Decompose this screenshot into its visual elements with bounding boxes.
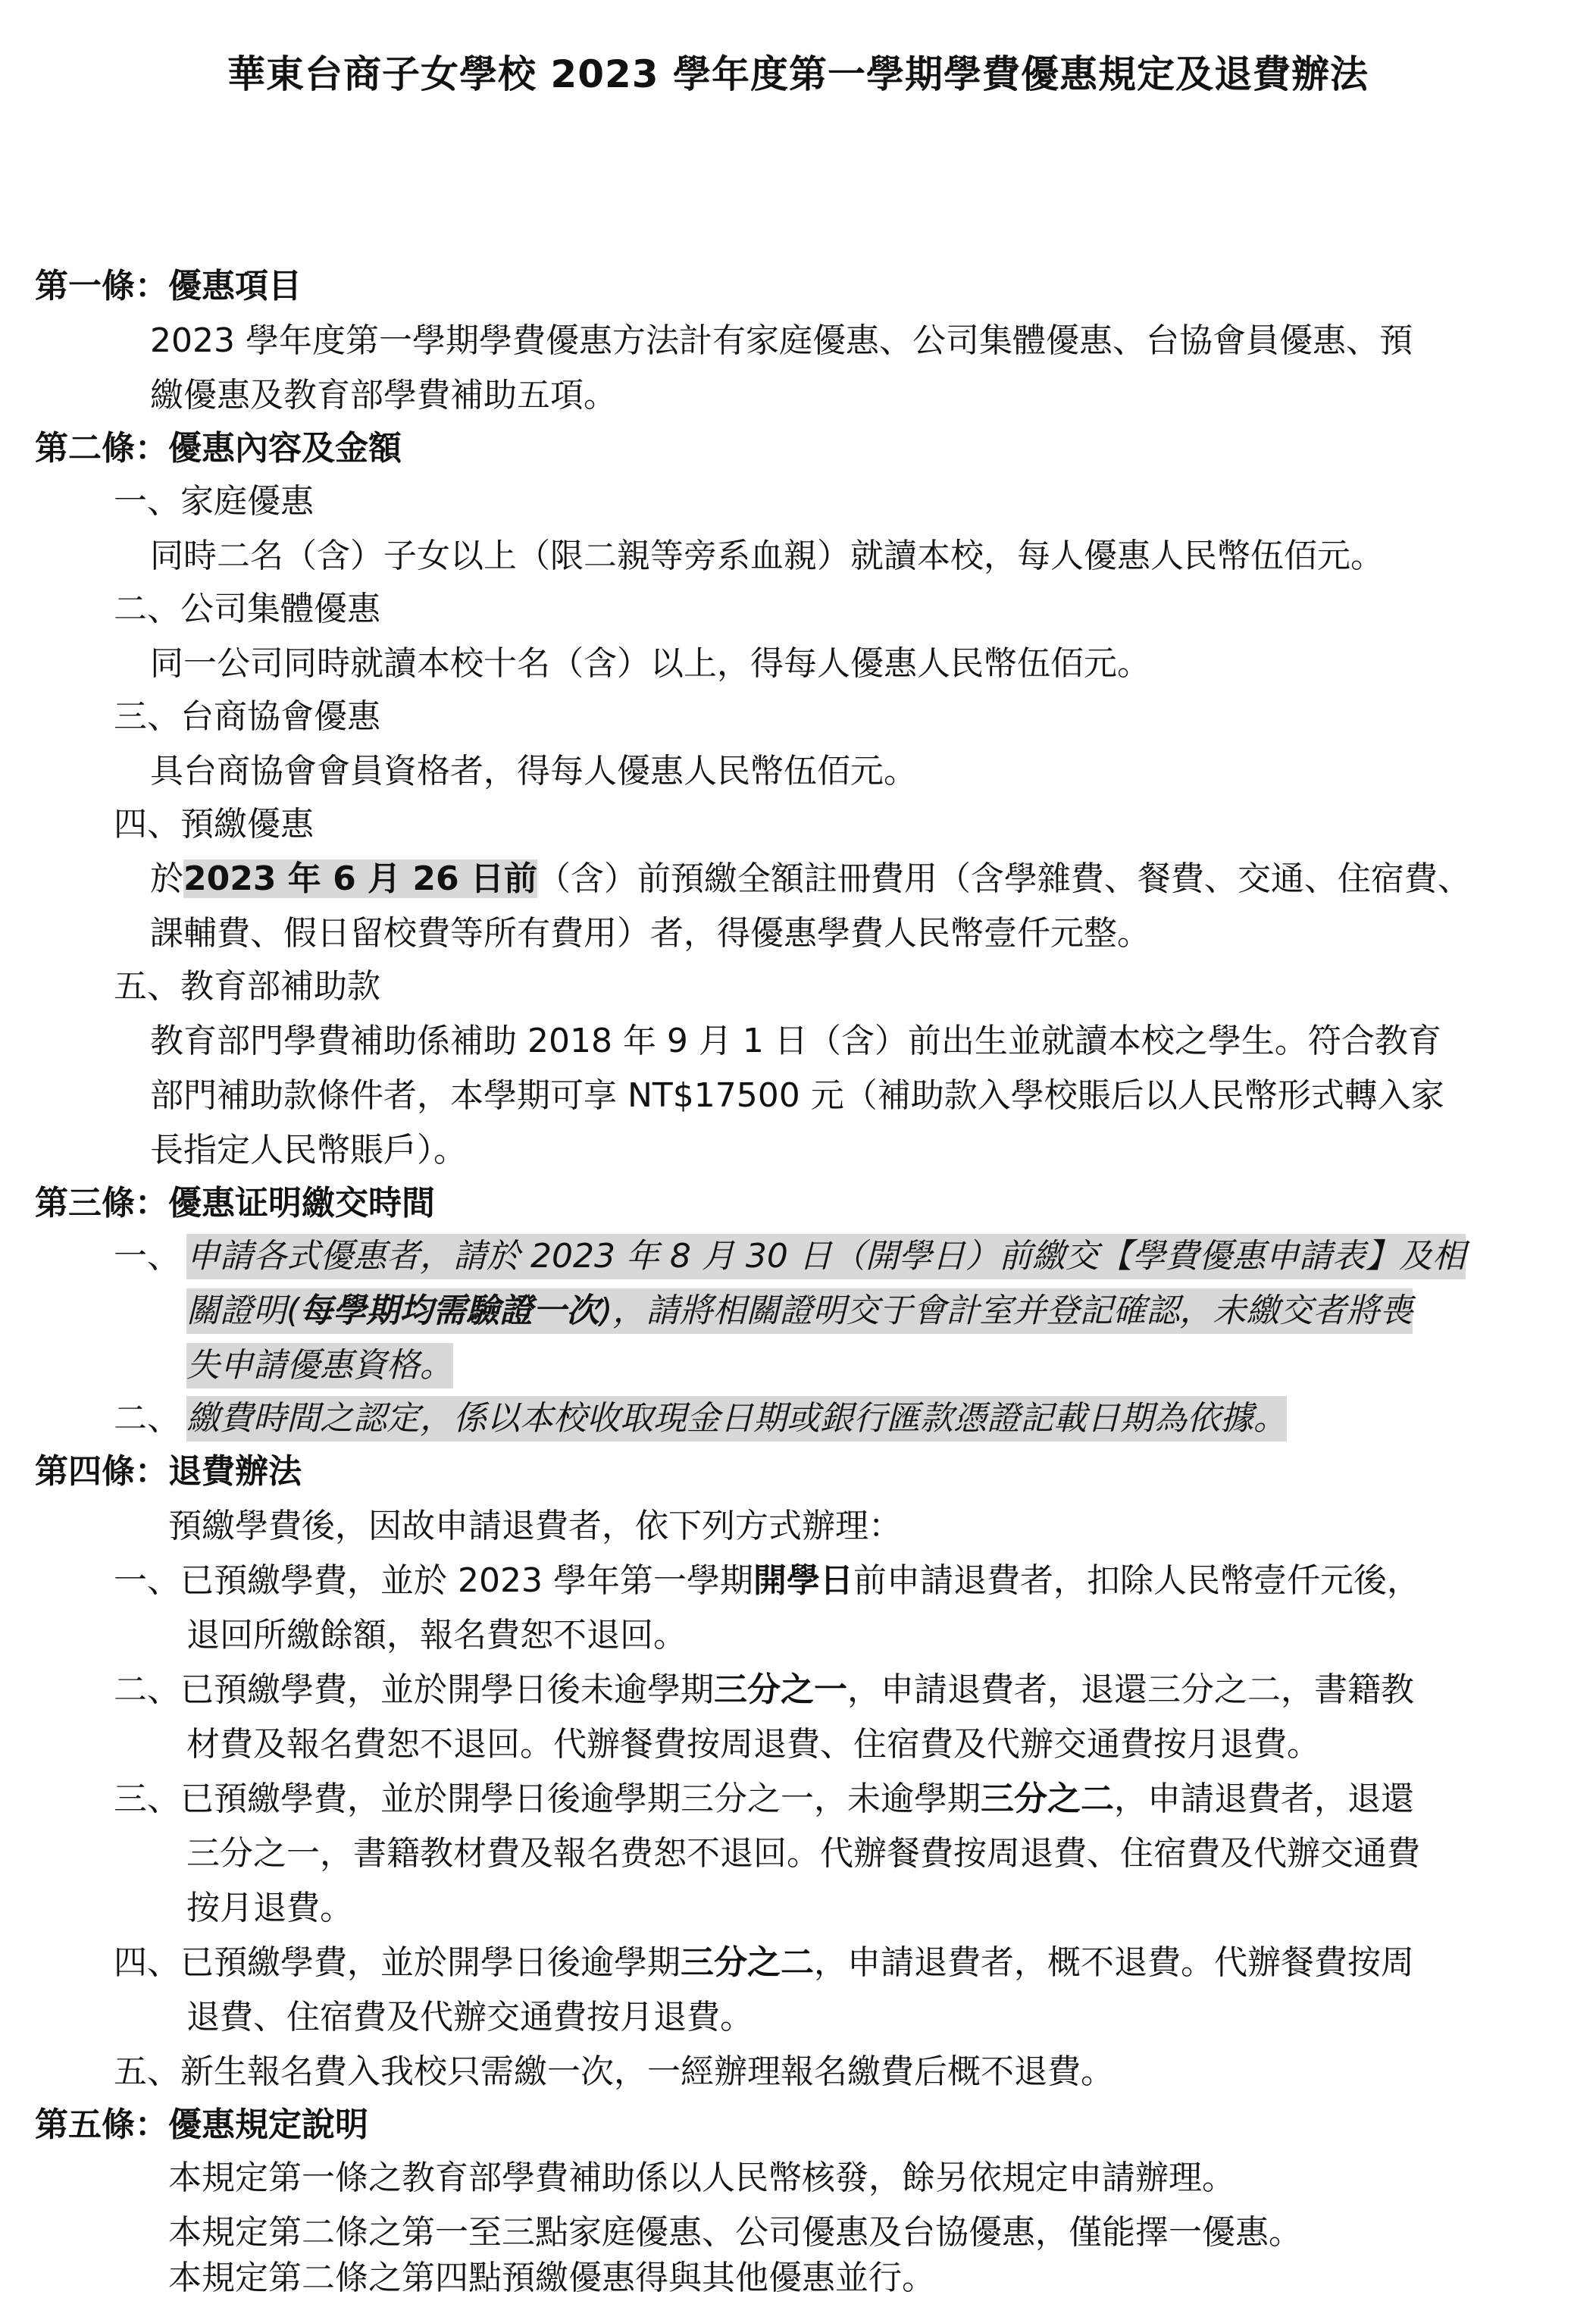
article-3-item-1-line-1: 申請各式優惠者，請於 2023 年 8 月 30 日（開學日）前繳交【學費優惠申請表】及相 bbox=[186, 1234, 1466, 1279]
refund-rule-text: 一、已預繳學費，並於 2023 學年第一學期 bbox=[114, 1561, 753, 1600]
article-3-heading: 第三條：優惠证明繳交時間 bbox=[35, 1184, 435, 1223]
article-2-item-4-line-2: 課輔費、假日留校費等所有費用）者，得優惠學費人民幣壹仟元整。 bbox=[150, 914, 1150, 953]
prepay-suffix: （含）前預繳全額註冊費用（含學雜費、餐費、交通、住宿費、 bbox=[537, 859, 1471, 898]
article-4-item-1-line-2: 退回所繳餘額，報名費恕不退回。 bbox=[186, 1616, 687, 1655]
article-4-heading: 第四條：退費辦法 bbox=[35, 1452, 302, 1491]
article-2-item-5-line: 部門補助款條件者，本學期可享 NT$17500 元（補助款入學校賬后以人民幣形式轉入家 bbox=[150, 1076, 1444, 1115]
article-2-item-4-title: 四、預繳優惠 bbox=[114, 805, 314, 844]
refund-rule-text: ，申請退費者，概不退費。代辦餐費按周 bbox=[814, 1943, 1414, 1982]
article-5-line: 本規定第二條之第一至三點家庭優惠、公司優惠及台協優惠，僅能擇一優惠。 bbox=[168, 2213, 1302, 2252]
refund-rule-text: 三、已預繳學費，並於開學日後逾學期三分之一，未逾學期 bbox=[114, 1780, 981, 1818]
article-4-item-4-line-1 bbox=[114, 1940, 1414, 1986]
article-5-heading: 第五條：優惠規定說明 bbox=[35, 2105, 368, 2144]
document-title: 華東台商子女學校 2023 學年度第一學期學費優惠規定及退費辦法 bbox=[227, 52, 1369, 96]
article-4-item-2-line-1 bbox=[114, 1667, 1414, 1713]
refund-rule-emphasis: 開學日 bbox=[753, 1561, 853, 1600]
prepay-deadline-date: 2023 年 6 月 26 日前 bbox=[183, 859, 537, 898]
article-4-item-3-line-1 bbox=[114, 1777, 1414, 1822]
refund-rule-emphasis: 三分之二 bbox=[981, 1780, 1114, 1818]
article-4-item-3-line-2: 三分之一，書籍教材費及報名费恕不退回。代辦餐費按周退費、住宿費及代辦交通費 bbox=[186, 1834, 1420, 1873]
article-2-item-1-text: 同時二名（含）子女以上（限二親等旁系血親）就讀本校，每人優惠人民幣伍佰元。 bbox=[150, 537, 1384, 575]
article-1-line: 繳優惠及教育部學費補助五項。 bbox=[150, 376, 617, 415]
article-2-item-1-title: 一、家庭優惠 bbox=[114, 482, 314, 521]
article-2-item-5-line: 長指定人民幣賬戶）。 bbox=[150, 1131, 467, 1169]
proof-text-a: 關證明( bbox=[186, 1291, 300, 1330]
article-3-item-2-number: 二、 bbox=[114, 1399, 180, 1438]
article-4-item-2-line-2: 材費及報名費恕不退回。代辦餐費按周退費、住宿費及代辦交通費按月退費。 bbox=[186, 1725, 1320, 1764]
article-4-item-1-line-1 bbox=[114, 1558, 1420, 1604]
refund-rule-emphasis: 三分之二 bbox=[681, 1943, 814, 1982]
article-4-item-4-line-2: 退費、住宿費及代辦交通費按月退費。 bbox=[186, 1998, 753, 2036]
article-1-heading: 第一條：優惠項目 bbox=[35, 267, 302, 305]
article-2-item-3-text: 具台商協會會員資格者，得每人優惠人民幣伍佰元。 bbox=[150, 752, 917, 790]
prepay-prefix: 於 bbox=[150, 859, 183, 898]
verify-each-semester-note: 每學期均需驗證一次 bbox=[299, 1291, 600, 1330]
article-3-item-2-text: 繳費時間之認定，係以本校收取現金日期或銀行匯款憑證記載日期為依據。 bbox=[186, 1396, 1287, 1442]
article-2-heading: 第二條：優惠內容及金額 bbox=[35, 429, 402, 468]
article-1-line: 2023 學年度第一學期學費優惠方法計有家庭優惠、公司集體優惠、台協會員優惠、預 bbox=[150, 321, 1413, 360]
refund-rule-emphasis: 三分之一 bbox=[714, 1670, 847, 1709]
article-5-line: 本規定第二條之第四點預繳優惠得與其他優惠並行。 bbox=[168, 2259, 935, 2297]
article-3-item-1-line-2 bbox=[186, 1288, 1413, 1334]
article-4-item-3-line-3: 按月退費。 bbox=[186, 1889, 353, 1927]
article-2-item-2-text: 同一公司同時就讀本校十名（含）以上，得每人優惠人民幣伍佰元。 bbox=[150, 644, 1150, 683]
refund-rule-text: 二、已預繳學費，並於開學日後未逾學期 bbox=[114, 1670, 714, 1709]
article-5-line: 本規定第一條之教育部學費補助係以人民幣核發，餘另依規定申請辦理。 bbox=[168, 2159, 1235, 2197]
article-4-item-5: 五、新生報名費入我校只需繳一次，一經辦理報名繳費后概不退費。 bbox=[114, 2052, 1114, 2091]
article-2-item-5-line: 教育部門學費補助係補助 2018 年 9 月 1 日（含）前出生並就讀本校之學生。符合教育 bbox=[150, 1022, 1441, 1060]
article-2-item-4-line-1 bbox=[150, 856, 1471, 902]
article-3-item-1-line-3: 失申請優惠資格。 bbox=[186, 1343, 453, 1388]
article-2-item-3-title: 三、台商協會優惠 bbox=[114, 697, 380, 736]
refund-rule-text: ，申請退費者，退還三分之二，書籍教 bbox=[847, 1670, 1414, 1709]
article-2-item-2-title: 二、公司集體優惠 bbox=[114, 590, 380, 628]
proof-text-c: )，請將相關證明交于會計室并登記確認，未繳交者將喪 bbox=[599, 1291, 1413, 1330]
article-3-item-1-number: 一、 bbox=[114, 1237, 180, 1276]
article-2-item-5-title: 五、教育部補助款 bbox=[114, 967, 380, 1006]
article-4-intro: 預繳學費後，因故申請退費者，依下列方式辦理： bbox=[168, 1507, 902, 1545]
refund-rule-text: ，申請退費者，退還 bbox=[1114, 1780, 1414, 1818]
refund-rule-text: 四、已預繳學費，並於開學日後逾學期 bbox=[114, 1943, 681, 1982]
refund-rule-text: 前申請退費者，扣除人民幣壹仟元後， bbox=[853, 1561, 1420, 1600]
